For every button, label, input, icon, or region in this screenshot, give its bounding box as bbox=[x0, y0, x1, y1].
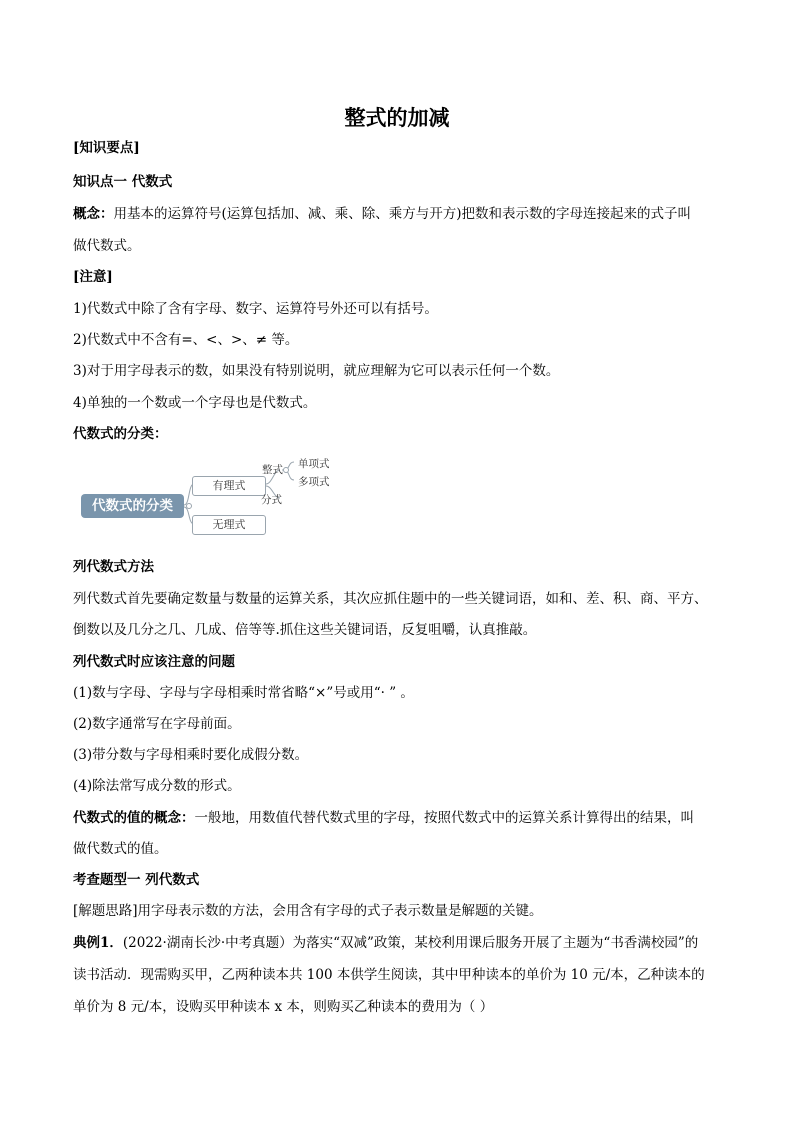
method-text-1: 列代数式首先要确定数量与数量的运算关系，其次应抓住题中的一些关键词语，如和、差、积、商、平方、 bbox=[73, 591, 708, 607]
kp1-heading: 知识点一 代数式 bbox=[73, 174, 173, 190]
method-heading: 列代数式方法 bbox=[73, 559, 154, 575]
concept-text-2: 做代数式。 bbox=[73, 238, 141, 254]
example-paragraph bbox=[73, 931, 734, 951]
note-item: 3)对于用字母表示的数，如果没有特别说明，就应理解为它可以表示任何一个数。 bbox=[73, 363, 560, 379]
mindmap-root: 代数式的分类 bbox=[81, 494, 184, 518]
note-header: [注意] bbox=[73, 269, 113, 285]
attention-item: (3)带分数与字母相乘时要化成假分数。 bbox=[73, 747, 309, 763]
value-concept-text-1: 一般地，用数值代替代数式里的字母，按照代数式中的运算关系计算得出的结果，叫 bbox=[194, 810, 694, 826]
mindmap-polynomial: 多项式 bbox=[298, 476, 330, 488]
example-text-1: (2022·湖南长沙·中考真题）为落实“双减”政策，某校利用课后服务开展了主题为“书香满校园”的 bbox=[122, 935, 699, 951]
attention-heading: 列代数式时应该注意的问题 bbox=[73, 654, 235, 670]
attention-item: (1)数与字母、字母与字母相乘时常省略“×”号或用“· ” 。 bbox=[73, 685, 414, 701]
concept-label: 概念： bbox=[73, 206, 114, 222]
section-header: [知识要点] bbox=[73, 140, 140, 156]
classification-mindmap bbox=[78, 448, 378, 548]
page-title: 整式的加减 bbox=[344, 106, 450, 130]
method-text-2: 倒数以及几分之几、几成、倍等等.抓住这些关键词语，反复咀嚼，认真推敲。 bbox=[73, 622, 537, 638]
concept-text-1: 用基本的运算符号(运算包括加、减、乘、除、乘方与开方)把数和表示数的字母连接起来的式子叫 bbox=[113, 206, 692, 222]
solving-idea: [解题思路]用字母表示数的方法，会用含有字母的式子表示数量是解题的关键。 bbox=[73, 903, 543, 919]
note-item: 1)代数式中除了含有字母、数字、运算符号外还可以有括号。 bbox=[73, 301, 438, 317]
mindmap-rational: 有理式 bbox=[192, 476, 266, 496]
classification-heading: 代数式的分类： bbox=[73, 426, 168, 442]
mindmap-integral: 整式 bbox=[262, 464, 283, 476]
value-concept-label: 代数式的值的概念： bbox=[73, 810, 195, 826]
mindmap-monomial: 单项式 bbox=[298, 458, 330, 470]
attention-item: (2)数字通常写在字母前面。 bbox=[73, 716, 241, 732]
example-text-2: 读书活动．现需购买甲，乙两种读本共 100 本供学生阅读，其中甲种读本的单价为 10 元/本，乙种读本的 bbox=[73, 967, 705, 983]
example-label: 典例1． bbox=[73, 935, 123, 951]
mindmap-fractional: 分式 bbox=[261, 494, 282, 506]
note-item: 4)单独的一个数或一个字母也是代数式。 bbox=[73, 395, 317, 411]
concept-paragraph bbox=[73, 202, 734, 222]
note-item: 2)代数式中不含有=、<、>、≠ 等。 bbox=[73, 332, 299, 348]
type1-heading: 考查题型一 列代数式 bbox=[73, 872, 200, 888]
value-concept-paragraph bbox=[73, 806, 734, 826]
value-concept-text-2: 做代数式的值。 bbox=[73, 841, 168, 857]
mindmap-irrational: 无理式 bbox=[192, 515, 266, 535]
attention-item: (4)除法常写成分数的形式。 bbox=[73, 778, 241, 794]
example-text-3: 单价为 8 元/本，设购买甲种读本 x 本，则购买乙种读本的费用为（ ） bbox=[73, 999, 494, 1015]
